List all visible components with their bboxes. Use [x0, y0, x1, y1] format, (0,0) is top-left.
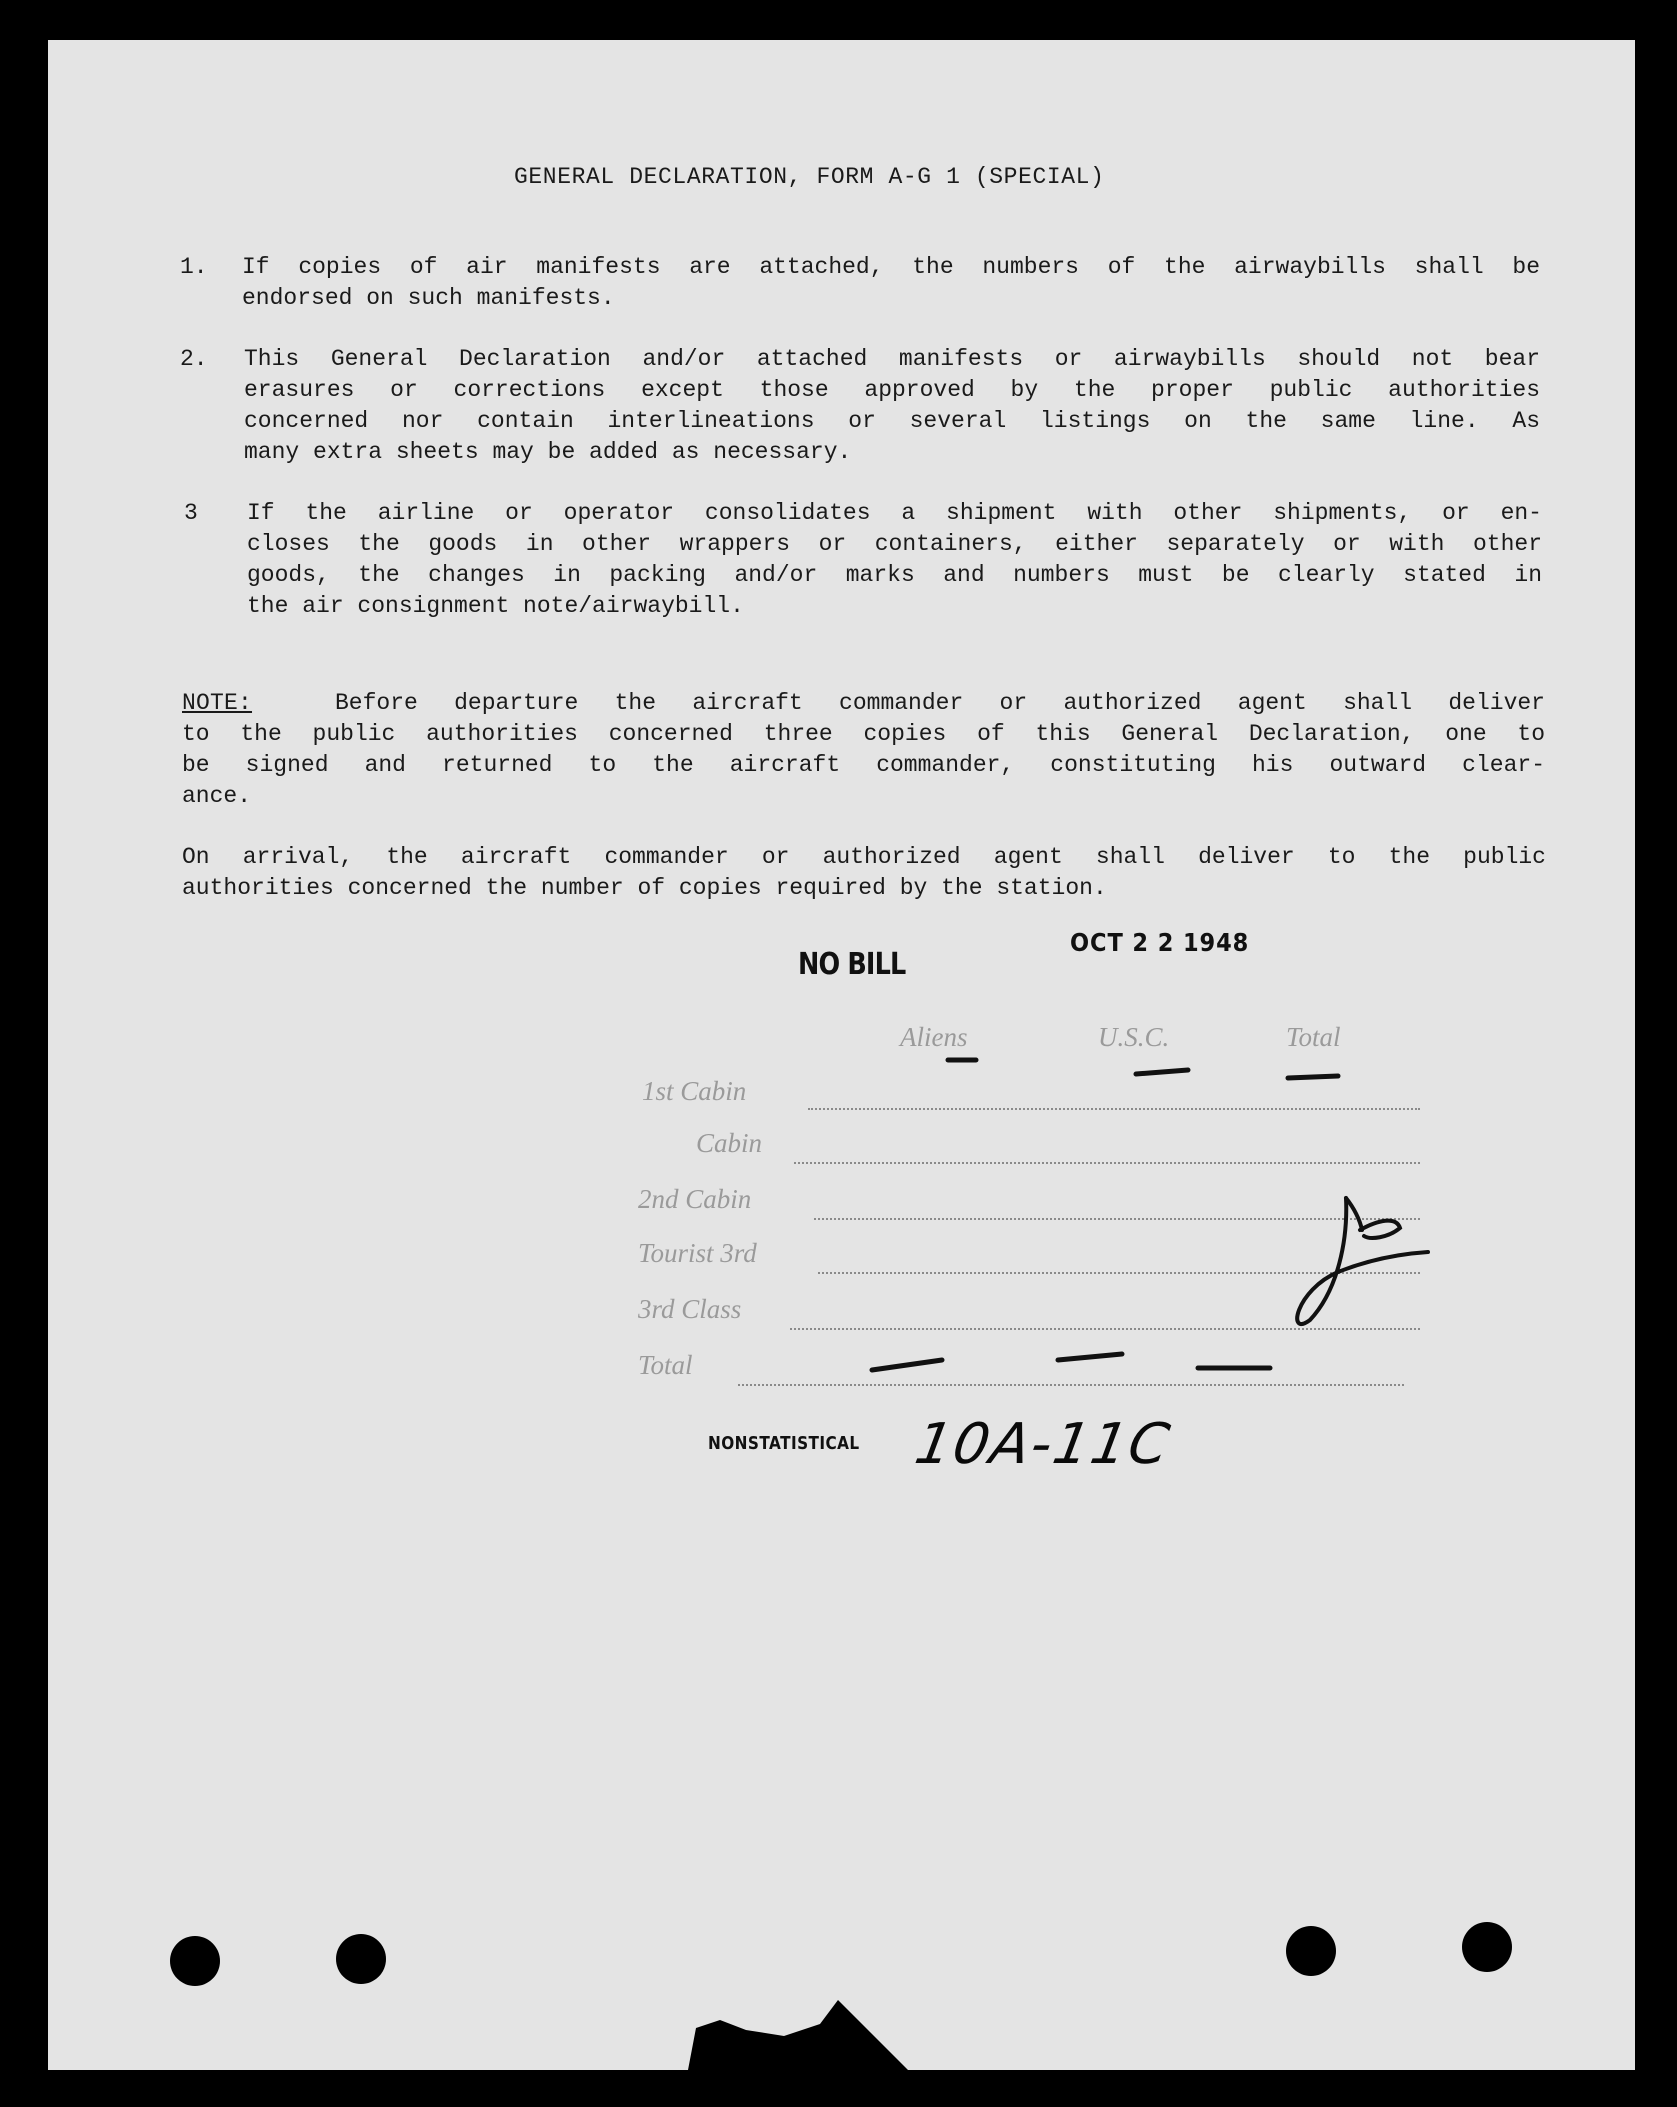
item-3-line: If the airline or operator consolidates a shipment with other shipments, or en-	[247, 500, 1542, 526]
punch-hole	[1286, 1926, 1336, 1976]
no-bill-stamp: NO BILL	[798, 947, 906, 982]
note-label: NOTE:	[182, 690, 253, 716]
date-stamp: OCT 2 2 1948	[1070, 928, 1250, 957]
punch-hole	[170, 1936, 220, 1986]
dash-mark	[872, 1360, 942, 1370]
note-line: Before departure the aircraft commander or authorized agent shall deliver	[335, 690, 1545, 716]
item-1-line: If copies of air manifests are attached, the numbers of the airwaybills shall be	[242, 254, 1540, 280]
column-header-usc: U.S.C.	[1098, 1022, 1170, 1052]
row-label-1st-cabin: 1st Cabin	[642, 1076, 747, 1106]
row-label-total: Total	[638, 1350, 693, 1380]
item-2-number: 2.	[180, 346, 208, 372]
item-3-line: closes the goods in other wrappers or containers, either separately or with other	[247, 531, 1542, 557]
item-2-line: many extra sheets may be added as necessary.	[244, 439, 852, 465]
handwritten-code: 10A-11C	[910, 1412, 1176, 1477]
item-3-line: goods, the changes in packing and/or marks and numbers must be clearly stated in	[247, 562, 1542, 588]
punch-hole	[336, 1934, 386, 1984]
column-header-aliens: Aliens	[900, 1022, 968, 1052]
item-2-line: concerned nor contain interlineations or several listings on the same line. As	[244, 408, 1540, 434]
handwritten-marks	[48, 40, 1635, 2070]
item-3-line: the air consignment note/airwaybill.	[247, 593, 744, 619]
item-2-line: erasures or corrections except those approved by the proper public authorities	[244, 377, 1540, 403]
note-line: be signed and returned to the aircraft commander, constituting his outward clear-	[182, 752, 1545, 778]
row-label-2nd-cabin: 2nd Cabin	[638, 1184, 752, 1214]
note-line: ance.	[182, 783, 252, 809]
dash-mark	[1058, 1354, 1122, 1360]
form-title: GENERAL DECLARATION, FORM A-G 1 (SPECIAL)	[514, 164, 1105, 190]
row-label-tourist-3rd: Tourist 3rd	[638, 1238, 757, 1268]
document-page	[48, 40, 1635, 2070]
note-line: to the public authorities concerned three copies of this General Declaration, one to	[182, 721, 1545, 747]
arrival-line: On arrival, the aircraft commander or authorized agent shall deliver to the public	[182, 844, 1546, 870]
arrival-line: authorities concerned the number of copies required by the station.	[182, 875, 1107, 901]
row-label-cabin: Cabin	[696, 1128, 763, 1158]
nonstatistical-stamp: NONSTATISTICAL	[708, 1433, 860, 1454]
item-1-line: endorsed on such manifests.	[242, 285, 615, 311]
dash-mark	[1136, 1070, 1188, 1074]
dash-mark	[1288, 1076, 1338, 1078]
item-1-number: 1.	[180, 254, 208, 280]
item-3-number: 3	[184, 500, 198, 526]
initials-signature	[1297, 1198, 1428, 1324]
column-header-total: Total	[1286, 1022, 1341, 1052]
torn-paper-mark	[688, 2000, 908, 2070]
row-label-3rd-class: 3rd Class	[638, 1294, 742, 1324]
item-2-line: This General Declaration and/or attached manifests or airwaybills should not bear	[244, 346, 1540, 372]
punch-hole	[1462, 1922, 1512, 1972]
